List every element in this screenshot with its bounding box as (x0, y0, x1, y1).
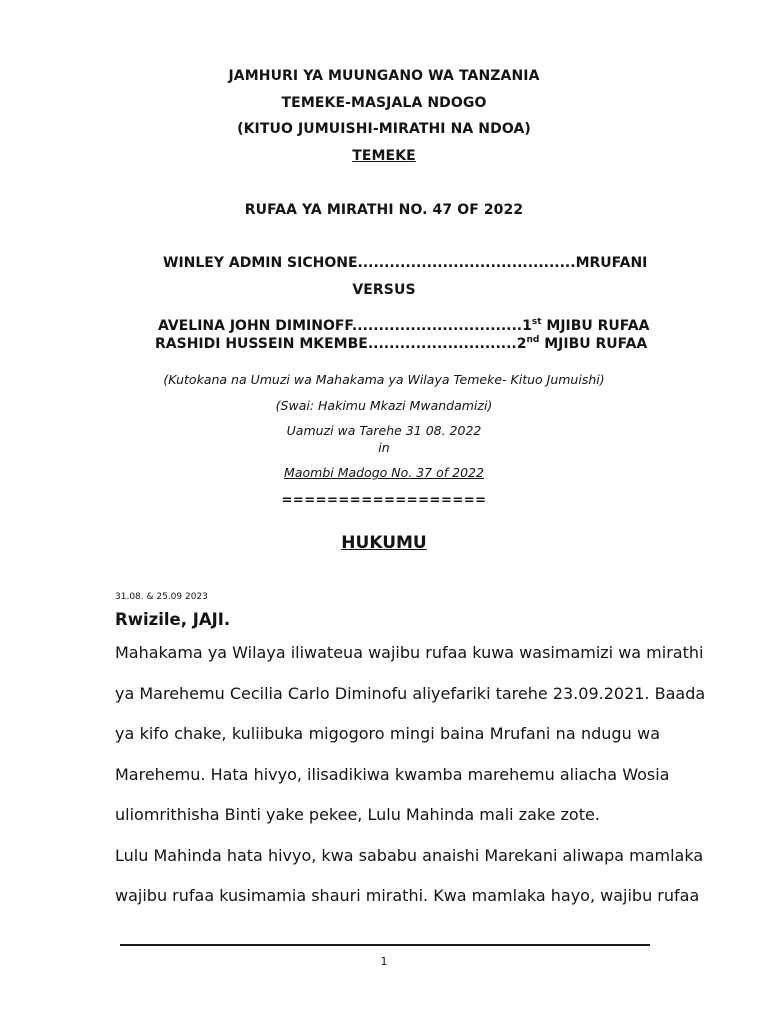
body-line-2: ya Marehemu Cecilia Carlo Diminofu aliyefariki tarehe 23.09.2021. Baada (115, 684, 706, 703)
versus-label: VERSUS (352, 282, 416, 298)
judge-name: Rwizile, JAJI. (115, 610, 231, 629)
body-line-6: Lulu Mahinda hata hivyo, kwa sababu anaishi Marekani aliwapa mamlaka (115, 846, 704, 865)
respondent-2-role: MJIBU RUFAA (539, 336, 648, 352)
respondent-1-role: MJIBU RUFAA (541, 318, 650, 334)
body-line-1: Mahakama ya Wilaya iliwateua wajibu rufaa kuwa wasimamizi wa mirathi (115, 643, 704, 662)
origin-decision-date: Uamuzi wa Tarehe 31 08. 2022 (286, 423, 482, 438)
appellant-line: WINLEY ADMIN SICHONE.........................................MRUFANI (163, 255, 648, 271)
respondent-2-ordinal: nd (526, 335, 540, 345)
case-number: RUFAA YA MIRATHI NO. 47 OF 2022 (244, 202, 524, 218)
header-centre: (KITUO JUMUISHI-MIRATHI NA NDOA) (237, 121, 531, 137)
respondent-1-line (158, 317, 649, 334)
separator: ================== (281, 493, 487, 508)
body-line-3: ya kifo chake, kuliibuka migogoro mingi baina Mrufani na ndugu wa (115, 724, 660, 743)
header-location: TEMEKE (352, 148, 416, 164)
body-line-5: uliomrithisha Binti yake pekee, Lulu Mahinda mali zake zote. (115, 805, 600, 824)
footer-rule (120, 944, 650, 946)
respondent-2-line (155, 335, 647, 352)
page-number: 1 (380, 955, 388, 968)
origin-magistrate: (Swai: Hakimu Mkazi Mwandamizi) (275, 398, 493, 413)
respondent-2-name: RASHIDI HUSSEIN MKEMBE............................2 (155, 336, 527, 352)
header-country: JAMHURI YA MUUNGANO WA TANZANIA (228, 68, 540, 84)
origin-application: Maombi Madogo No. 37 of 2022 (284, 465, 484, 480)
origin-court: (Kutokana na Umuzi wa Mahakama ya Wilaya Temeke- Kituo Jumuishi) (163, 372, 605, 387)
body-line-7: wajibu rufaa kusimamia shauri mirathi. Kwa mamlaka hayo, wajibu rufaa (115, 886, 700, 905)
document-title: HUKUMU (341, 533, 427, 553)
origin-in: in (378, 440, 390, 455)
hearing-dates: 31.08. & 25.09 2023 (115, 592, 208, 602)
body-line-4: Marehemu. Hata hivyo, ilisadikiwa kwamba marehemu aliacha Wosia (115, 765, 670, 784)
header-registry: TEMEKE-MASJALA NDOGO (281, 95, 487, 111)
respondent-1-ordinal: st (531, 317, 542, 327)
respondent-1-name: AVELINA JOHN DIMINOFF................................1 (158, 318, 532, 334)
